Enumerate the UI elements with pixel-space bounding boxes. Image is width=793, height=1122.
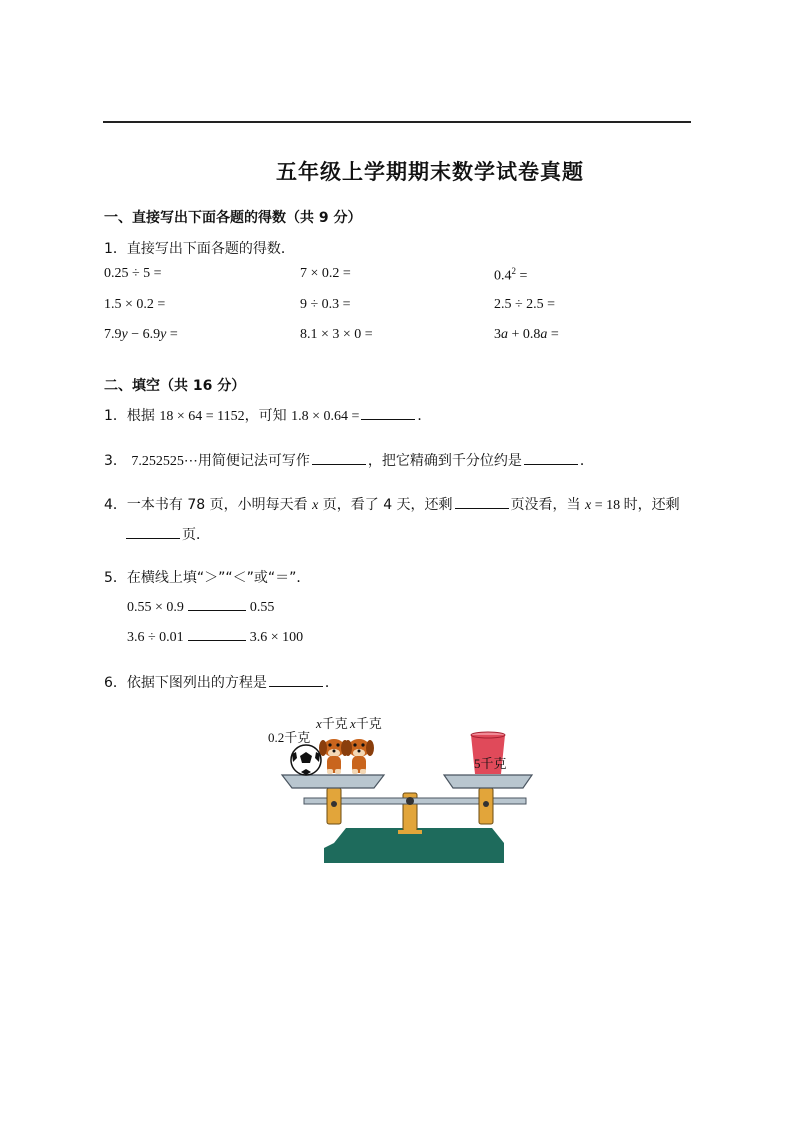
- q1-prompt: 1．直接写出下面各题的得数．: [104, 241, 295, 257]
- fill-question-4-cont: 页．: [124, 524, 210, 544]
- answer-blank[interactable]: [188, 598, 246, 611]
- dog-icon: [344, 739, 374, 774]
- soccer-ball: [291, 745, 321, 775]
- calc-item-6: 2.5 ÷ 2.5 =: [494, 297, 556, 312]
- calc-item-7: 7.9y − 6.9y =: [104, 327, 178, 342]
- compare-row-1: 0.55 × 0.9 0.55: [127, 600, 275, 615]
- fill-question-4: 4．一本书有 78 页，小明每天看 x 页，看了 4 天，还剩 页没看，当 x = 18 时，还剩: [104, 497, 680, 513]
- dog1-weight-label: x千克: [316, 716, 348, 731]
- calc-item-4: 1.5 × 0.2 =: [104, 297, 166, 312]
- right-pivot: [483, 801, 489, 807]
- answer-blank[interactable]: [126, 526, 180, 539]
- answer-blank[interactable]: [312, 452, 366, 465]
- calc-item-9: 3a + 0.8a =: [494, 327, 559, 342]
- answer-blank[interactable]: [269, 674, 323, 687]
- balance-scale-figure: [266, 708, 536, 868]
- scale-post-foot: [398, 830, 422, 834]
- fill-question-3: 3． 7.252525⋯用简便记法可写作 ，把它精确到千分位约是 ．: [104, 453, 594, 469]
- answer-blank[interactable]: [361, 407, 415, 420]
- dog2-weight-label: x千克: [350, 716, 382, 731]
- right-pan: [444, 775, 532, 788]
- answer-blank[interactable]: [524, 452, 578, 465]
- fill-question-1: 1．根据 18 × 64 = 1152，可知 1.8 × 0.64 = ．: [104, 408, 432, 424]
- fill-question-5: 5．在横线上填“＞”“＜”或“＝”．: [104, 570, 311, 586]
- right-weight-label: 5千克: [474, 756, 507, 771]
- calc-item-8: 8.1 × 3 × 0 =: [300, 327, 373, 342]
- left-pan: [282, 775, 384, 788]
- calc-item-2: 7 × 0.2 =: [300, 266, 351, 281]
- calc-item-1: 0.25 ÷ 5 =: [104, 266, 162, 281]
- page-title: 五年级上学期期末数学试卷真题: [276, 160, 584, 184]
- answer-blank[interactable]: [188, 628, 246, 641]
- compare-row-2: 3.6 ÷ 0.01 3.6 × 100: [127, 630, 304, 645]
- answer-blank[interactable]: [455, 496, 509, 509]
- calc-item-5: 9 ÷ 0.3 =: [300, 297, 351, 312]
- section-2-heading: 二、填空（共 16 分）: [104, 378, 246, 394]
- pivot: [406, 797, 414, 805]
- left-weight-label: 0.2千克: [268, 730, 311, 745]
- left-pivot: [331, 801, 337, 807]
- fill-question-6: 6．依据下图列出的方程是 ．: [104, 675, 339, 691]
- calc-item-3: $0.4^2$ =: [494, 266, 528, 284]
- section-1-heading: 一、直接写出下面各题的得数（共 9 分）: [104, 210, 362, 226]
- top-rule: [103, 121, 691, 123]
